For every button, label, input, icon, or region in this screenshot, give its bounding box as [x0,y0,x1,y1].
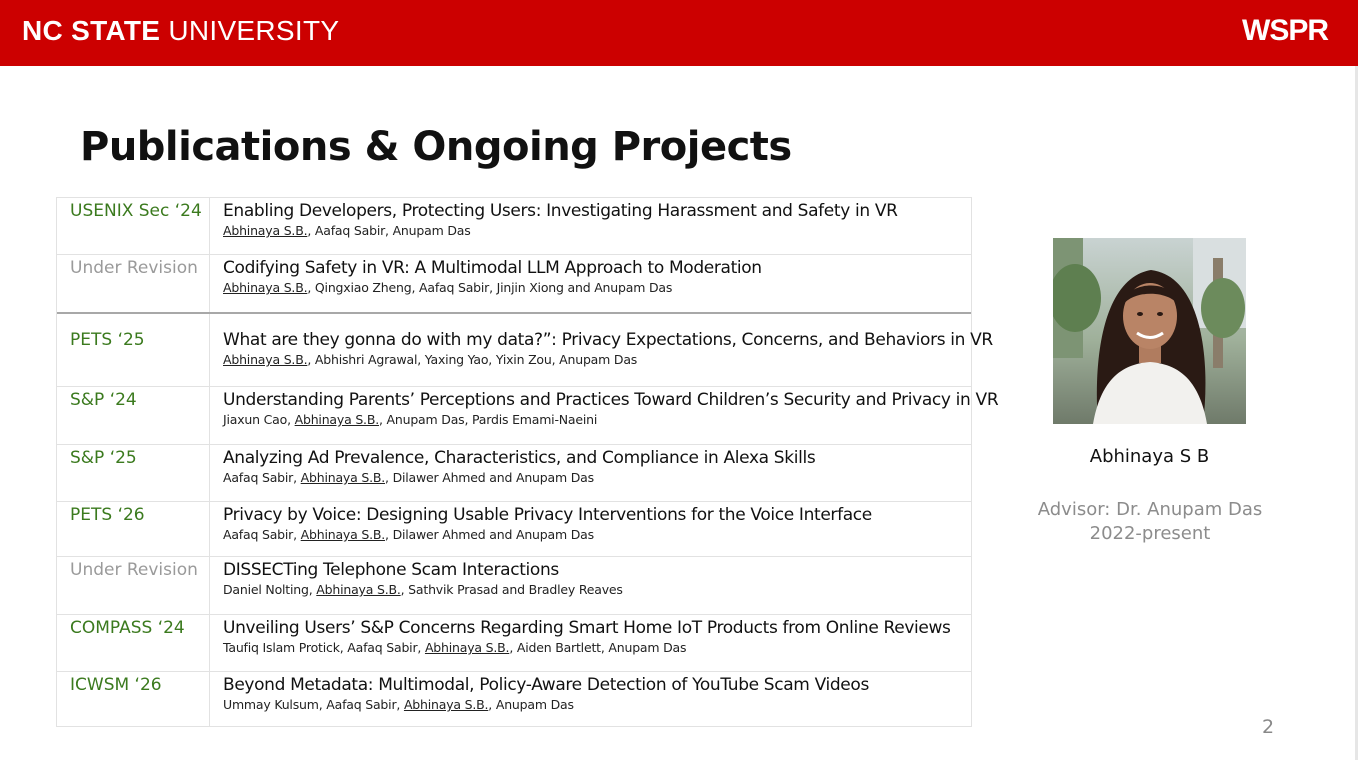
publication-row [57,445,971,502]
header-bar [0,0,1358,66]
publication-row [57,314,993,387]
authors-after: , Anupam Das, Pardis Emami-Naeini [378,412,598,427]
publication-venue: PETS ‘25 [57,314,210,386]
advisor-info [1010,498,1290,546]
publication-details [210,445,971,501]
authors-after: , Aiden Bartlett, Anupam Das [509,640,687,655]
publication-details [210,672,971,726]
advisor-period: 2022-present [1089,523,1211,544]
publication-authors [223,412,998,427]
authors-after: , Abhishri Agrawal, Yaxing Yao, Yixin Zou, Anupam Das [307,352,638,367]
publication-authors [223,527,971,542]
publication-venue: S&P ‘25 [57,445,210,501]
publication-authors [223,223,971,238]
publication-title: Beyond Metadata: Multimodal, Policy-Aware Detection of YouTube Scam Videos [223,675,869,695]
publication-details [210,557,971,614]
publication-venue: COMPASS ‘24 [57,615,210,671]
publication-row [57,557,971,615]
publication-row [57,672,971,726]
profile-photo-illustration [1053,238,1246,424]
slide-title: Publications & Ongoing Projects [80,124,792,170]
publication-details [210,255,971,312]
publication-authors [223,582,971,597]
lab-logo: WSPR [1242,14,1328,47]
publication-venue: S&P ‘24 [57,387,210,444]
authors-before: Aafaq Sabir, [223,470,301,485]
publication-row [57,615,971,672]
highlighted-author: Abhinaya S.B. [294,412,379,427]
highlighted-author: Abhinaya S.B. [403,697,489,712]
advisor-name: Advisor: Dr. Anupam Das [1037,499,1263,520]
authors-before: Daniel Nolting, [223,582,317,597]
publication-details [210,502,971,556]
authors-before: Ummay Kulsum, Aafaq Sabir, [223,697,404,712]
highlighted-author: Abhinaya S.B. [223,280,308,295]
authors-after: , Dilawer Ahmed and Anupam Das [385,527,594,542]
publication-title: Understanding Parents’ Perceptions and Practices Toward Children’s Security and Privacy in VR [223,390,999,410]
highlighted-author: Abhinaya S.B. [223,352,308,367]
publication-venue: USENIX Sec ‘24 [57,198,210,254]
highlighted-author: Abhinaya S.B. [223,223,308,238]
publication-title: Analyzing Ad Prevalence, Characteristics, and Compliance in Alexa Skills [223,448,816,468]
authors-after: , Qingxiao Zheng, Aafaq Sabir, Jinjin Xiong and Anupam Das [307,280,673,295]
university-logo [22,15,339,47]
logo-regular-text: UNIVERSITY [160,15,340,46]
publication-venue: Under Revision [57,557,210,614]
publication-venue: ICWSM ‘26 [57,672,210,726]
publication-row [57,502,971,557]
publication-title: Codifying Safety in VR: A Multimodal LLM Approach to Moderation [223,258,762,278]
publication-details [210,314,993,386]
page-number: 2 [1262,716,1275,738]
publication-authors [223,352,993,367]
publication-venue: Under Revision [57,255,210,312]
profile-photo [1053,238,1246,424]
publication-authors [223,280,971,295]
publication-details [210,615,971,671]
authors-after: , Dilawer Ahmed and Anupam Das [385,470,594,485]
authors-after: , Sathvik Prasad and Bradley Reaves [400,582,623,597]
publication-authors [223,470,971,485]
publication-title: Unveiling Users’ S&P Concerns Regarding Smart Home IoT Products from Online Reviews [223,618,951,638]
publication-authors [223,640,971,655]
authors-after: , Anupam Das [488,697,574,712]
authors-before: Aafaq Sabir, [223,527,301,542]
authors-after: , Aafaq Sabir, Anupam Das [307,223,471,238]
publication-title: What are they gonna do with my data?”: Privacy Expectations, Concerns, and Behaviors in VR [223,330,993,350]
publication-row [57,255,971,314]
publication-title: Enabling Developers, Protecting Users: Investigating Harassment and Safety in VR [223,201,898,221]
publication-authors [223,697,971,712]
highlighted-author: Abhinaya S.B. [316,582,401,597]
logo-bold-text: NC STATE [22,15,161,46]
publication-venue: PETS ‘26 [57,502,210,556]
publication-row [57,198,971,255]
profile-name: Abhinaya S B [1089,446,1210,467]
highlighted-author: Abhinaya S.B. [300,527,386,542]
highlighted-author: Abhinaya S.B. [300,470,386,485]
authors-before: Jiaxun Cao, [223,412,295,427]
publication-row [57,387,999,445]
highlighted-author: Abhinaya S.B. [424,640,510,655]
publication-details [210,387,998,444]
publications-table [56,197,999,727]
authors-before: Taufiq Islam Protick, Aafaq Sabir, [223,640,425,655]
publication-title: DISSECTing Telephone Scam Interactions [223,560,559,580]
publication-title: Privacy by Voice: Designing Usable Privacy Interventions for the Voice Interface [223,505,872,525]
publication-details [210,198,971,254]
